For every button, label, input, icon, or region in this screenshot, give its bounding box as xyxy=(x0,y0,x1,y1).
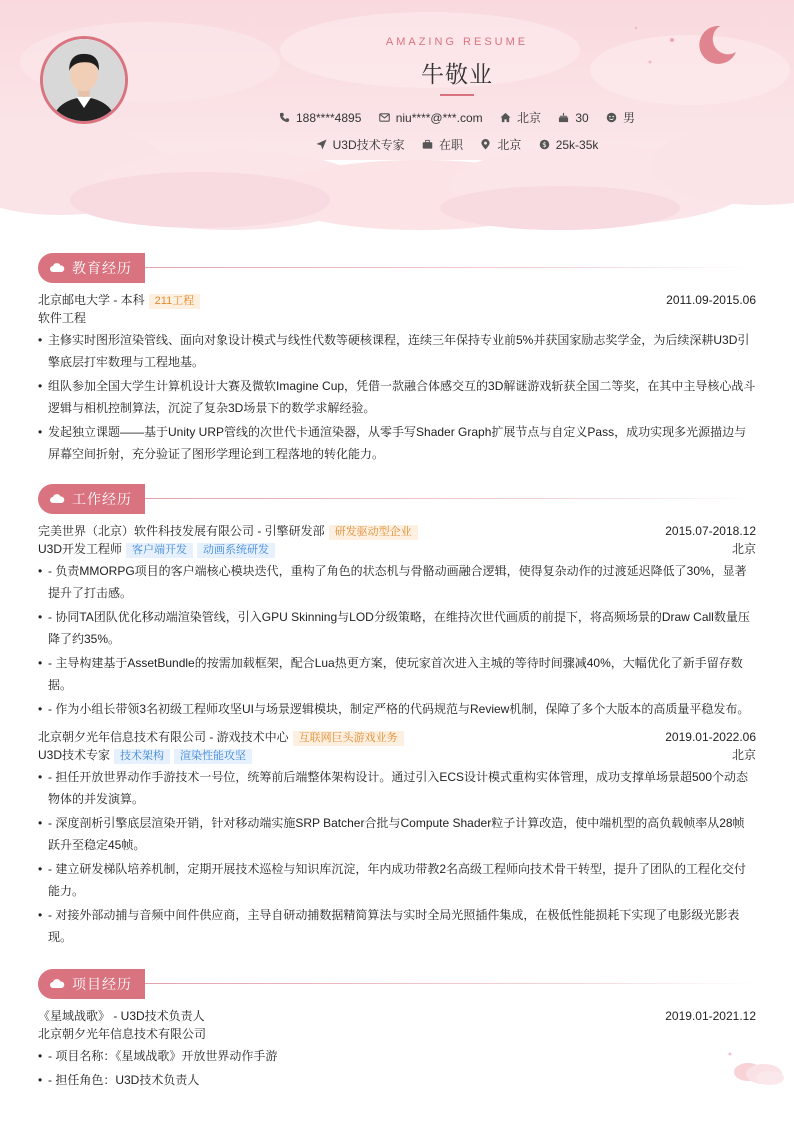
job-role-row xyxy=(38,540,756,558)
job-city: 北京 xyxy=(731,748,756,762)
list-item: • - 深度剖析引擎底层渲染开销，针对移动端实施SRP Batcher合批与Compute Shader粒子计算改造，使中端机型的高负载帧率从28帧跃升至稳定45帧。 xyxy=(38,812,756,856)
info-city xyxy=(480,136,521,153)
job-date: 2019.01-2022.06 xyxy=(665,730,756,744)
resume-header xyxy=(0,0,794,230)
money-icon xyxy=(539,139,550,150)
list-item: • - 协同TA团队优化移动端渲染管线，引入GPU Skinning与LOD分级策略，在维持次世代画质的前提下，将高频场景的Draw Call数量压降了约35%。 xyxy=(38,606,756,650)
job-role-row xyxy=(38,746,756,764)
list-item: • 主修实时图形渲染管线、面向对象设计模式与线性代数等硬核课程，连续三年保持专业前5%并获国家励志奖学金，为后续深耕U3D引擎底层打牢数理与工程地基。 xyxy=(38,329,756,373)
section-title-text: 项目经历 xyxy=(72,976,132,992)
info-gender xyxy=(606,109,635,126)
position-text: U3D技术专家 xyxy=(332,138,405,152)
project-entry-1 xyxy=(38,1007,756,1091)
list-item: • - 主导构建基于AssetBundle的按需加载框架，配合Lua热更方案，使玩家首次进入主城的等待时间骤减40%，大幅优化了新手留存数据。 xyxy=(38,652,756,696)
face-icon xyxy=(606,112,617,123)
email-text: niu****@***.com xyxy=(395,111,483,125)
location-icon xyxy=(480,139,491,150)
section-title-education xyxy=(38,253,145,283)
section-divider xyxy=(145,498,757,499)
list-item: • 发起独立课题——基于Unity URP管线的次世代卡通渲染器，从零手写Shader Graph扩展节点与自定义Pass，成功实现多光源描边与屏幕空间折射，充分验证了图形学理论到工程落地的转化能力。 xyxy=(38,421,756,465)
name-underline xyxy=(440,94,474,96)
major-row xyxy=(38,309,756,327)
info-status xyxy=(422,136,463,153)
project-date: 2019.01-2021.12 xyxy=(665,1009,756,1023)
section-title-text: 工作经历 xyxy=(72,491,132,507)
job-header-row xyxy=(38,728,756,746)
section-divider xyxy=(145,983,757,984)
cake-icon xyxy=(558,112,569,123)
education-bullets xyxy=(38,329,756,465)
decorative-cloud-icon xyxy=(726,1052,786,1086)
list-item: • - 担任开放世界动作手游技术一号位，统筹前后端整体架构设计。通过引入ECS设计模式重构实体管理，成功支撑单场景超500个动态物体的并发演算。 xyxy=(38,766,756,810)
info-email xyxy=(379,111,483,125)
send-icon xyxy=(316,139,327,150)
school-tag: 211工程 xyxy=(149,294,201,309)
project-bullets xyxy=(38,1045,756,1091)
section-title-work xyxy=(38,484,145,514)
job-date: 2015.07-2018.12 xyxy=(665,524,756,538)
education-header-row xyxy=(38,291,756,309)
list-item: • - 作为小组长带领3名初级工程师攻坚UI与场景逻辑模块，制定严格的代码规范与Review机制，保障了多个大版本的高质量平稳发布。 xyxy=(38,698,756,720)
svg-text:$: $ xyxy=(541,140,547,150)
info-phone xyxy=(279,111,361,125)
city-text: 北京 xyxy=(497,138,522,152)
info-row-career xyxy=(0,136,794,153)
gender-text: 男 xyxy=(623,111,636,125)
info-row-basic xyxy=(0,109,794,126)
role-tag: 技术架构 xyxy=(114,749,170,764)
cloud-icon xyxy=(49,493,65,504)
job-bullets xyxy=(38,560,756,720)
project-name: 《星域战歌》 - U3D技术负责人 xyxy=(38,1009,205,1023)
salary-text: 25k-35k xyxy=(555,138,599,152)
cloud-icon xyxy=(49,262,65,273)
job-header-row xyxy=(38,522,756,540)
info-home xyxy=(500,109,541,126)
major-name: 软件工程 xyxy=(38,311,87,325)
age-text: 30 xyxy=(575,111,589,125)
school-name: 北京邮电大学 - 本科 xyxy=(38,293,145,307)
phone-text: 188****4895 xyxy=(295,111,362,125)
project-company-row xyxy=(38,1025,756,1043)
home-icon xyxy=(500,112,511,123)
section-divider xyxy=(145,267,757,268)
tagline: AMAZING RESUME xyxy=(385,36,529,48)
company-name: 北京朝夕光年信息技术有限公司 - 游戏技术中心 xyxy=(38,730,289,744)
info-age xyxy=(558,111,588,125)
education-date: 2011.09-2015.06 xyxy=(666,293,756,307)
info-salary xyxy=(539,138,599,152)
mail-icon xyxy=(379,112,390,123)
home-text: 北京 xyxy=(516,111,541,125)
list-item: • - 建立研发梯队培养机制，定期开展技术巡检与知识库沉淀，年内成功带教2名高级工程师向技术骨干转型，提升了团队的工程化交付能力。 xyxy=(38,858,756,902)
cloud-icon xyxy=(49,978,65,989)
list-item: • 组队参加全国大学生计算机设计大赛及微软Imagine Cup，凭借一款融合体感交互的3D解谜游戏斩获全国二等奖，在其中主导核心战斗逻辑与相机控制算法，沉淀了复杂3D场景下的数学求解经验。 xyxy=(38,375,756,419)
list-item: • - 项目名称：《星域战歌》开放世界动作手游 xyxy=(38,1045,756,1067)
job-bullets xyxy=(38,766,756,948)
list-item: • - 负责MMORPG项目的客户端核心模块迭代，重构了角色的状态机与骨骼动画融合逻辑，使得复杂动作的过渡延迟降低了30%，显著提升了打击感。 xyxy=(38,560,756,604)
project-header-row xyxy=(38,1007,756,1025)
briefcase-icon xyxy=(422,139,433,150)
company-tag: 研发驱动型企业 xyxy=(329,525,418,540)
company-name: 完美世界（北京）软件科技发展有限公司 - 引擎研发部 xyxy=(38,524,325,538)
work-entry-1 xyxy=(38,522,756,720)
status-text: 在职 xyxy=(438,138,463,152)
job-city: 北京 xyxy=(731,542,756,556)
list-item: • - 担任角色：U3D技术负责人 xyxy=(38,1069,756,1091)
education-entry xyxy=(38,291,756,465)
role-tag: 客户端开发 xyxy=(126,543,193,558)
work-entry-2 xyxy=(38,728,756,948)
phone-icon xyxy=(279,112,290,123)
section-title-projects xyxy=(38,969,145,999)
role-tag: 渲染性能攻坚 xyxy=(174,749,252,764)
candidate-name: 牛敬业 xyxy=(421,61,493,87)
job-role: U3D技术专家 xyxy=(38,748,111,762)
info-position xyxy=(316,136,405,153)
role-tag: 动画系统研发 xyxy=(197,543,275,558)
section-title-text: 教育经历 xyxy=(72,260,132,276)
list-item: • - 对接外部动捕与音频中间件供应商，主导自研动捕数据精简算法与实时全局光照插件集成，在极低性能损耗下实现了电影级光影表现。 xyxy=(38,904,756,948)
job-role: U3D开发工程师 xyxy=(38,542,123,556)
company-tag: 互联网巨头游戏业务 xyxy=(293,731,404,746)
project-company: 北京朝夕光年信息技术有限公司 xyxy=(38,1027,207,1041)
